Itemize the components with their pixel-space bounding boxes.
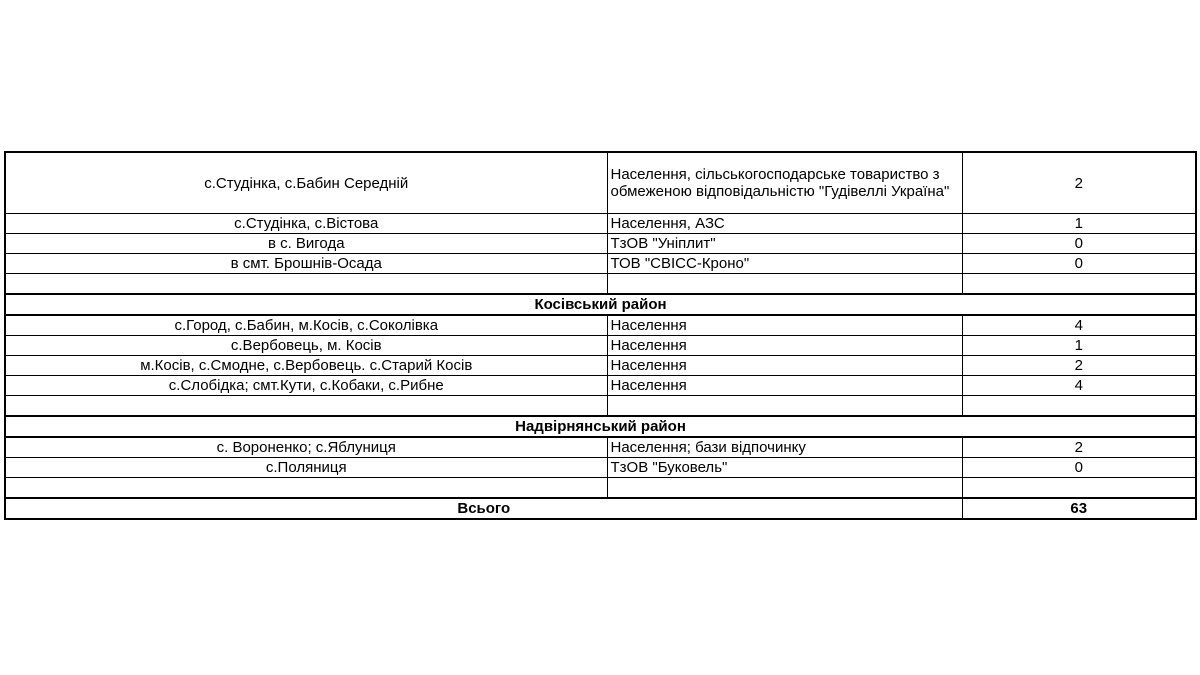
total-label: Всього	[5, 498, 962, 519]
district-header-row	[5, 294, 1196, 315]
empty-cell	[962, 478, 1196, 499]
table-row	[5, 376, 1196, 396]
count-cell: 0	[962, 254, 1196, 274]
table-row	[5, 214, 1196, 234]
location-cell: с.Студінка, с.Бабин Середній	[5, 152, 607, 214]
location-cell: с.Поляниця	[5, 458, 607, 478]
consumer-cell: Населення	[607, 315, 962, 336]
consumer-cell: Населення	[607, 336, 962, 356]
location-cell: с.Слобідка; смт.Кути, с.Кобаки, с.Рибне	[5, 376, 607, 396]
empty-cell	[962, 274, 1196, 295]
count-cell: 2	[962, 152, 1196, 214]
empty-cell	[5, 396, 607, 417]
location-cell: в с. Вигода	[5, 234, 607, 254]
table-row	[5, 152, 1196, 214]
district-title: Надвірнянський район	[5, 416, 1196, 437]
data-table	[4, 151, 1197, 520]
table-row	[5, 234, 1196, 254]
consumer-cell: Населення, сільськогосподарське товариство з обмеженою відповідальністю "Гудівеллі Україна"	[607, 152, 962, 214]
count-cell: 0	[962, 234, 1196, 254]
total-row	[5, 498, 1196, 519]
total-value: 63	[962, 498, 1196, 519]
district-title: Косівський район	[5, 294, 1196, 315]
table-row	[5, 437, 1196, 458]
table-row	[5, 254, 1196, 274]
empty-cell	[962, 396, 1196, 417]
table-row	[5, 336, 1196, 356]
consumer-cell: Населення, АЗС	[607, 214, 962, 234]
location-cell: м.Косів, с.Смодне, с.Вербовець. с.Старий Косів	[5, 356, 607, 376]
count-cell: 4	[962, 315, 1196, 336]
count-cell: 2	[962, 437, 1196, 458]
count-cell: 1	[962, 336, 1196, 356]
table-row	[5, 315, 1196, 336]
count-cell: 4	[962, 376, 1196, 396]
location-cell: с.Вербовець, м. Косів	[5, 336, 607, 356]
empty-row	[5, 396, 1196, 417]
location-cell: с. Вороненко; с.Яблуниця	[5, 437, 607, 458]
table-body	[5, 152, 1196, 519]
empty-cell	[5, 274, 607, 295]
consumer-cell: Населення; бази відпочинку	[607, 437, 962, 458]
empty-cell	[607, 274, 962, 295]
count-cell: 1	[962, 214, 1196, 234]
consumer-cell: Населення	[607, 356, 962, 376]
consumer-cell: ТОВ "СВІСС-Кроно"	[607, 254, 962, 274]
table-row	[5, 356, 1196, 376]
count-cell: 0	[962, 458, 1196, 478]
location-cell: с.Город, с.Бабин, м.Косів, с.Соколівка	[5, 315, 607, 336]
consumer-cell: ТзОВ "Уніплит"	[607, 234, 962, 254]
empty-row	[5, 274, 1196, 295]
empty-row	[5, 478, 1196, 499]
table-row	[5, 458, 1196, 478]
empty-cell	[607, 396, 962, 417]
location-cell: с.Студінка, с.Вістова	[5, 214, 607, 234]
district-header-row	[5, 416, 1196, 437]
count-cell: 2	[962, 356, 1196, 376]
empty-cell	[607, 478, 962, 499]
location-cell: в смт. Брошнів-Осада	[5, 254, 607, 274]
consumer-cell: Населення	[607, 376, 962, 396]
consumer-cell: ТзОВ "Буковель"	[607, 458, 962, 478]
empty-cell	[5, 478, 607, 499]
